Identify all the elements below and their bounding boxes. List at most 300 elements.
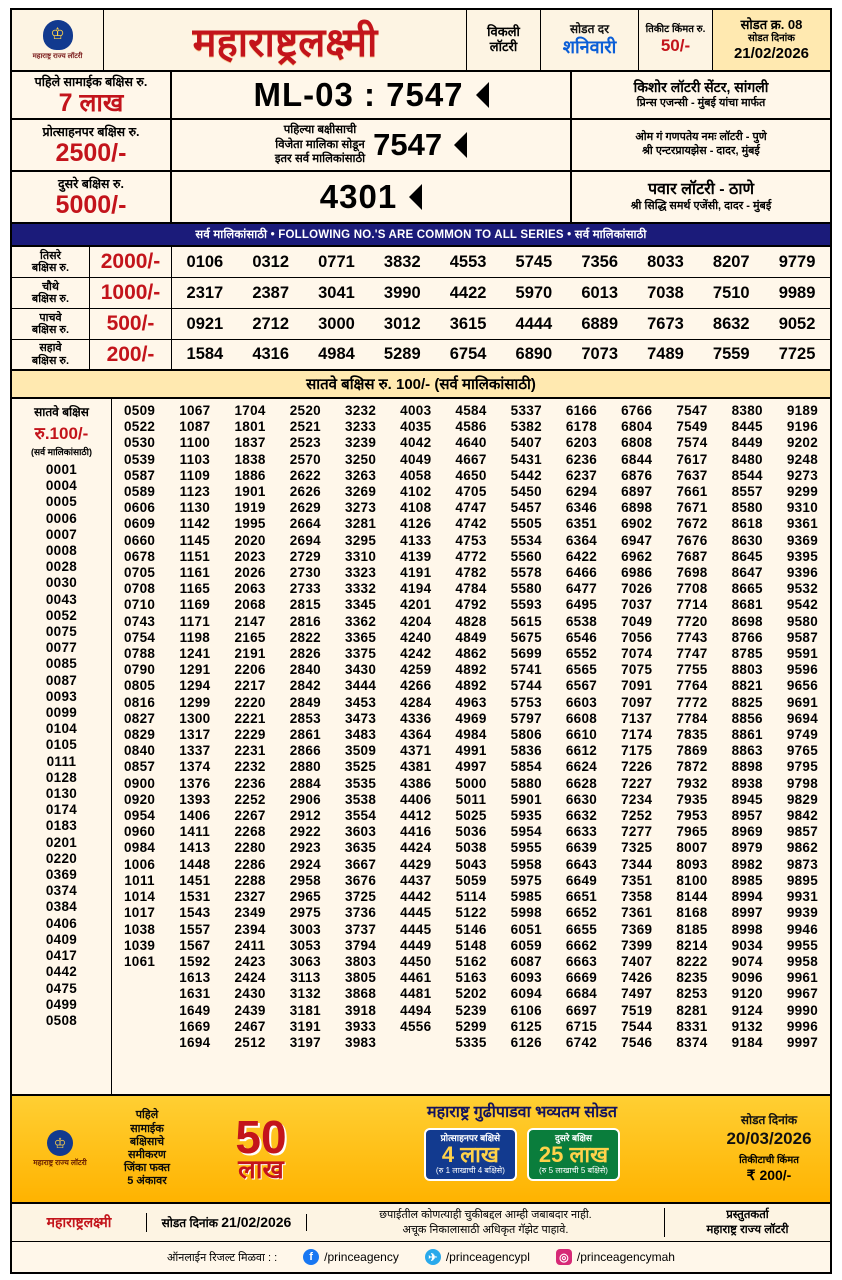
seventh-prize-number: 2232 xyxy=(234,759,266,775)
seventh-prize-number: 7234 xyxy=(621,791,653,807)
consolation-prize-label: प्रोत्साहनपर बक्षिस रु. xyxy=(42,125,140,140)
seventh-prize-number: 4284 xyxy=(400,694,432,710)
seventh-prize-number: 9990 xyxy=(786,1002,819,1018)
seventh-prize-number: 5954 xyxy=(510,824,542,840)
telegram-handle: /princeagencypl xyxy=(445,1250,530,1264)
seventh-prize-number: 8380 xyxy=(731,403,763,418)
seventh-prize-number: 6126 xyxy=(510,1034,542,1050)
seventh-prize-number: 6567 xyxy=(565,678,598,694)
seventh-prize-number: 4437 xyxy=(400,872,432,888)
seventh-prize-number: 0984 xyxy=(124,840,156,856)
prize-number: 9052 xyxy=(778,314,816,333)
seventh-prize-number: 3794 xyxy=(344,937,377,953)
seventh-prize-number: 7547 xyxy=(676,403,708,418)
seventh-prize-number: 7049 xyxy=(621,613,653,629)
seventh-prize-number: 8957 xyxy=(731,808,763,824)
seventh-prize-number: 9124 xyxy=(731,1002,763,1018)
seventh-prize-number: 0006 xyxy=(45,510,78,526)
seventh-prize-number: 6565 xyxy=(565,662,598,678)
first-prize-agent-line1: किशोर लॉटरी सेंटर, सांगली xyxy=(633,79,769,96)
prize-number: 7725 xyxy=(778,345,816,363)
seventh-prize-number: 9862 xyxy=(786,840,819,856)
seventh-prize-number: 1592 xyxy=(179,953,211,969)
seventh-prize-number: 1294 xyxy=(179,678,211,694)
seventh-prize-number: 5854 xyxy=(510,759,542,775)
second-agent-line2: श्री सिद्धि समर्थ एजेंसी, दादर - मुंबई xyxy=(630,200,772,213)
seventh-prize-number: 6237 xyxy=(565,467,598,483)
seventh-prize-number: 9034 xyxy=(731,937,763,953)
seventh-prize-body xyxy=(12,399,830,1096)
seventh-prize-number: 9396 xyxy=(786,565,819,581)
seventh-prize-number: 9120 xyxy=(731,986,763,1002)
seventh-prize-number: 7407 xyxy=(621,953,653,969)
prize-number: 0106 xyxy=(186,252,224,271)
sold-type xyxy=(466,10,540,70)
seventh-prize-number: 4784 xyxy=(455,581,487,597)
seventh-prize-number: 9273 xyxy=(786,467,819,483)
seventh-prize-number: 9542 xyxy=(786,597,819,613)
sixth-prize-label xyxy=(12,340,90,369)
promo-badge1-amount: 4 लाख xyxy=(441,1142,499,1168)
seventh-prize-number: 4259 xyxy=(400,662,432,678)
seventh-prize-number: 2958 xyxy=(289,872,321,888)
seventh-prize-number: 3332 xyxy=(344,581,377,597)
ticket-price-value: 50/- xyxy=(660,35,691,55)
seventh-prize-number: 9955 xyxy=(786,937,819,953)
seventh-prize-number: 0788 xyxy=(124,646,156,662)
seventh-prize-number: 0508 xyxy=(45,1012,78,1028)
footer xyxy=(12,1204,830,1242)
seventh-prize-number: 8979 xyxy=(731,840,763,856)
seventh-prize-number: 9596 xyxy=(786,662,819,678)
seventh-prize-number: 0008 xyxy=(45,543,78,559)
seventh-prize-number: 5998 xyxy=(510,905,542,921)
seventh-prize-number: 3132 xyxy=(289,986,321,1002)
seventh-prize-number: 7137 xyxy=(621,710,653,726)
seventh-prize-number: 9798 xyxy=(786,775,819,791)
seventh-prize-number: 7661 xyxy=(676,484,708,500)
seventh-prize-number: 6652 xyxy=(565,905,598,921)
seventh-number-column-10 xyxy=(609,403,664,1094)
seventh-prize-number: 2912 xyxy=(289,808,321,824)
seventh-prize-number: 8803 xyxy=(731,662,763,678)
seventh-prize-number: 4969 xyxy=(455,710,487,726)
result-frame xyxy=(10,8,832,1274)
fourth-prize-numbers xyxy=(172,278,830,308)
seventh-prize-number: 6628 xyxy=(565,775,598,791)
seventh-prize-number: 0409 xyxy=(45,931,78,947)
seventh-prize-number: 5975 xyxy=(510,872,542,888)
seventh-prize-number: 2217 xyxy=(234,678,266,694)
seventh-prize-number: 2626 xyxy=(289,484,321,500)
seventh-prize-number: 6986 xyxy=(621,565,653,581)
fourth-prize-label-line1: चौथे xyxy=(42,280,59,293)
seventh-prize-number: 4049 xyxy=(400,451,432,467)
prize-grid-row-fifth xyxy=(12,309,830,340)
draw-number: सोडत क्र. 08 xyxy=(740,17,803,33)
seventh-prize-number: 6630 xyxy=(565,791,598,807)
seventh-prize-number: 7676 xyxy=(676,532,708,548)
seventh-prize-number: 8645 xyxy=(731,548,763,564)
prize-number: 5970 xyxy=(515,283,553,302)
seventh-prize-number: 2231 xyxy=(234,743,266,759)
seventh-prize-number: 3444 xyxy=(344,678,377,694)
seventh-prize-number: 6495 xyxy=(565,597,598,613)
seventh-prize-number: 2523 xyxy=(289,435,321,451)
seventh-prize-number: 2424 xyxy=(234,970,266,986)
seventh-prize-number: 4705 xyxy=(455,484,487,500)
seventh-prize-number: 5901 xyxy=(510,791,542,807)
seventh-prize-number: 3483 xyxy=(344,727,377,743)
seventh-prize-number: 7772 xyxy=(676,694,708,710)
seventh-prize-number: 0816 xyxy=(124,694,156,710)
seventh-prize-number: 0900 xyxy=(124,775,156,791)
seventh-prize-number: 5337 xyxy=(510,403,542,418)
seventh-prize-number: 6538 xyxy=(565,613,598,629)
seventh-prize-number: 8449 xyxy=(731,435,763,451)
seventh-prize-number: 0183 xyxy=(45,818,78,834)
seventh-number-column-1 xyxy=(112,403,167,1094)
seventh-prize-number: 7935 xyxy=(676,791,708,807)
footer-presenter xyxy=(665,1208,830,1237)
ticket-price xyxy=(638,10,712,70)
seventh-prize-number: 6655 xyxy=(565,921,598,937)
promo-badge2-amount: 25 लाख xyxy=(538,1142,609,1168)
seventh-number-column-5 xyxy=(333,403,388,1094)
promo-badge-consolation xyxy=(424,1128,517,1181)
seventh-prize-number: 1631 xyxy=(179,986,211,1002)
seventh-prize-number: 7687 xyxy=(676,548,708,564)
seventh-prize-left xyxy=(12,399,112,1094)
seventh-prize-number: 2922 xyxy=(289,824,321,840)
pointer-arrow-icon xyxy=(454,132,467,158)
seventh-prize-number: 6546 xyxy=(565,629,598,645)
seventh-prize-number: 4991 xyxy=(455,743,487,759)
seventh-prize-number: 5059 xyxy=(455,872,487,888)
pointer-arrow-icon xyxy=(476,82,489,108)
promo-badge1-top: प्रोत्साहनपर बक्षिसे xyxy=(440,1133,501,1143)
seventh-prize-number: 7544 xyxy=(621,1018,653,1034)
seventh-prize-number: 2840 xyxy=(289,662,321,678)
seventh-prize-number: 5615 xyxy=(510,613,542,629)
fifth-prize-amount: 500/- xyxy=(90,309,172,339)
pointer-arrow-icon xyxy=(409,184,422,210)
seventh-prize-number: 6902 xyxy=(621,516,653,532)
seventh-prize-number: 5806 xyxy=(510,727,542,743)
seventh-number-column-3 xyxy=(222,403,277,1094)
seventh-prize-number: 9532 xyxy=(786,581,819,597)
telegram-link[interactable] xyxy=(425,1249,530,1265)
draw-day xyxy=(540,10,638,70)
prize-number: 4422 xyxy=(449,283,487,302)
first-prize-label: पहिले सामाईक बक्षिस रु. xyxy=(34,75,148,90)
seventh-prize-number: 1337 xyxy=(179,743,211,759)
seventh-prize-number: 6651 xyxy=(565,889,598,905)
seventh-prize-number: 2063 xyxy=(234,581,266,597)
seventh-number-column-8 xyxy=(499,403,554,1094)
seventh-prize-number: 1198 xyxy=(179,629,211,645)
seventh-prize-number: 6466 xyxy=(565,565,598,581)
seventh-prize-number: 8580 xyxy=(731,500,763,516)
seventh-prize-number: 9961 xyxy=(786,970,819,986)
seventh-prize-number: 6087 xyxy=(510,953,542,969)
seventh-prize-number: 1393 xyxy=(179,791,211,807)
seventh-prize-number: 0660 xyxy=(124,532,156,548)
seventh-prize-number: 0028 xyxy=(45,559,78,575)
seventh-prize-number: 7277 xyxy=(621,824,653,840)
seventh-prize-number: 4139 xyxy=(400,548,432,564)
seventh-prize-number: 9184 xyxy=(731,1034,763,1050)
seventh-prize-number: 8374 xyxy=(676,1034,708,1050)
second-prize-mid xyxy=(172,172,572,222)
seventh-prize-number: 9967 xyxy=(786,986,819,1002)
seventh-prize-number: 4058 xyxy=(400,467,432,483)
seventh-prize-number: 2229 xyxy=(234,727,266,743)
prize-grid xyxy=(12,247,830,371)
seventh-prize-number: 4586 xyxy=(455,419,487,435)
seventh-prize-number: 1291 xyxy=(179,662,211,678)
prize-number: 6889 xyxy=(581,314,619,333)
seventh-prize-number: 5578 xyxy=(510,565,542,581)
seventh-prize-number: 1161 xyxy=(179,565,211,581)
seventh-prize-number: 4240 xyxy=(400,629,432,645)
seventh-prize-number: 8168 xyxy=(676,905,708,921)
seventh-prize-number: 6125 xyxy=(510,1018,542,1034)
seventh-prize-number: 0442 xyxy=(45,964,78,980)
seventh-number-columns xyxy=(112,399,830,1094)
seventh-prize-number: 5011 xyxy=(455,791,487,807)
footer-brand: महाराष्ट्रलक्ष्मी xyxy=(12,1213,147,1232)
instagram-icon: ◎ xyxy=(556,1249,572,1265)
seventh-prize-number: 9958 xyxy=(786,953,819,969)
seventh-prize-number: 6804 xyxy=(621,419,653,435)
promo-banner xyxy=(12,1096,830,1204)
seventh-number-column-7 xyxy=(443,403,498,1094)
seventh-prize-number: 3197 xyxy=(289,1034,321,1050)
seventh-prize-number: 0007 xyxy=(45,526,78,542)
seventh-prize-number: 1801 xyxy=(234,419,266,435)
seventh-prize-number: 0030 xyxy=(45,575,78,591)
seventh-number-column-9 xyxy=(554,403,609,1094)
seventh-prize-number: 5025 xyxy=(455,808,487,824)
facebook-icon: f xyxy=(303,1249,319,1265)
seventh-prize-number: 2815 xyxy=(289,597,321,613)
seventh-prize-number: 2430 xyxy=(234,986,266,1002)
seventh-prize-number: 0790 xyxy=(124,662,156,678)
seventh-prize-number: 2924 xyxy=(289,856,321,872)
seventh-prize-number: 2975 xyxy=(289,905,321,921)
seventh-prize-number: 7764 xyxy=(676,678,708,694)
consolation-agent-line1: ओम गं गणपतेय नमः लॉटरी - पुणे xyxy=(635,131,767,144)
seventh-prize-number: 0105 xyxy=(45,737,78,753)
seventh-prize-number: 6742 xyxy=(565,1034,598,1050)
seventh-prize-number: 3113 xyxy=(290,970,321,986)
prize-number: 3000 xyxy=(318,314,355,333)
seventh-prize-number: 4481 xyxy=(400,986,432,1002)
seventh-prize-number: 0085 xyxy=(45,656,78,672)
seventh-prize-number: 0201 xyxy=(45,834,78,850)
seventh-prize-number: 1376 xyxy=(179,775,211,791)
seventh-prize-number: 7549 xyxy=(676,419,708,435)
seventh-prize-number: 7344 xyxy=(621,856,653,872)
seventh-prize-number: 7325 xyxy=(621,840,653,856)
seventh-prize-number: 6649 xyxy=(565,872,598,888)
seventh-prize-number: 3232 xyxy=(344,403,377,418)
promo-draw-date-label: सोडत दिनांक xyxy=(740,1113,798,1128)
seventh-prize-number: 9656 xyxy=(786,678,819,694)
fifth-prize-label xyxy=(12,309,90,339)
fifth-prize-numbers xyxy=(172,309,830,339)
seventh-prize-number: 9361 xyxy=(786,516,819,532)
prize-number: 6890 xyxy=(515,345,553,363)
promo-badge2-top: दुसरे बक्षिस xyxy=(554,1133,592,1143)
seventh-prize-number: 1145 xyxy=(179,532,211,548)
seventh-prize-number: 4772 xyxy=(455,548,487,564)
instagram-link[interactable] xyxy=(556,1249,675,1265)
seventh-prize-number: 6608 xyxy=(565,710,598,726)
seventh-prize-number: 1919 xyxy=(234,500,266,516)
promo-win-line1: पहिले xyxy=(135,1109,159,1122)
prize-number: 7673 xyxy=(647,314,684,333)
seventh-prize-number: 7965 xyxy=(676,824,708,840)
fourth-prize-label xyxy=(12,278,90,308)
seventh-prize-number: 1694 xyxy=(179,1034,211,1050)
seventh-prize-number: 0220 xyxy=(45,850,78,866)
seventh-prize-number: 2068 xyxy=(234,597,266,613)
seventh-prize-number: 3509 xyxy=(344,743,377,759)
promo-ticket-price-label: तिकीटाची किंमत xyxy=(739,1154,799,1166)
seventh-prize-number: 9829 xyxy=(786,791,819,807)
seventh-prize-number: 3805 xyxy=(344,970,377,986)
seventh-prize-number: 2880 xyxy=(289,759,321,775)
seventh-prize-number: 6051 xyxy=(510,921,542,937)
seventh-prize-number: 2020 xyxy=(234,532,266,548)
seventh-prize-number: 1299 xyxy=(179,694,211,710)
seventh-prize-number: 3473 xyxy=(344,710,377,726)
seventh-prize-number: 8969 xyxy=(731,824,763,840)
seventh-prize-number: 3736 xyxy=(344,905,377,921)
seventh-prize-number: 1006 xyxy=(124,856,156,872)
seventh-prize-number: 3933 xyxy=(344,1018,377,1034)
seventh-prize-number: 3554 xyxy=(344,808,377,824)
seventh-prize-number: 0001 xyxy=(45,462,78,477)
seventh-prize-number: 2629 xyxy=(289,500,321,516)
consolation-prize-mid xyxy=(172,120,572,170)
facebook-link[interactable] xyxy=(303,1249,399,1265)
seventh-prize-number: 6643 xyxy=(565,856,598,872)
seventh-prize-number: 4126 xyxy=(400,516,432,532)
seventh-prize-number: 4204 xyxy=(400,613,432,629)
first-prize-agent xyxy=(572,72,830,118)
seventh-prize-number: 7953 xyxy=(676,808,708,824)
seventh-prize-note: (सर्व मालिकांसाठी) xyxy=(31,447,92,457)
seventh-prize-number: 4364 xyxy=(400,727,432,743)
seventh-prize-number: 5744 xyxy=(510,678,542,694)
prize-grid-row-fourth xyxy=(12,278,830,309)
seventh-prize-number: 5038 xyxy=(455,840,487,856)
prize-number: 3990 xyxy=(383,283,421,302)
seventh-prize-number: 6962 xyxy=(621,548,653,564)
draw-day-label: सोडत दर xyxy=(569,21,610,36)
seventh-prize-number: 2252 xyxy=(234,791,266,807)
seventh-prize-number: 9299 xyxy=(786,484,819,500)
seventh-prize-number: 4266 xyxy=(400,678,432,694)
seventh-prize-number: 7075 xyxy=(621,662,653,678)
seventh-prize-number: 4667 xyxy=(455,451,487,467)
prize-number: 4444 xyxy=(515,314,553,333)
prize-number: 4984 xyxy=(318,345,355,363)
seventh-prize-number: 4371 xyxy=(400,743,432,759)
seventh-prize-number: 2822 xyxy=(289,629,321,645)
seventh-prize-number: 2861 xyxy=(289,727,321,743)
seventh-prize-number: 5043 xyxy=(455,856,487,872)
seventh-prize-number: 5407 xyxy=(510,435,542,451)
consolation-prize-agent xyxy=(572,120,830,170)
prize-number: 0771 xyxy=(318,252,355,271)
prize-grid-row-sixth xyxy=(12,340,830,371)
seventh-prize-number: 5753 xyxy=(510,694,542,710)
seventh-prize-number: 6364 xyxy=(565,532,598,548)
seventh-prize-number: 6346 xyxy=(565,500,598,516)
seventh-prize-number: 5505 xyxy=(510,516,542,532)
seventh-prize-number: 5958 xyxy=(510,856,542,872)
seventh-prize-number: 8863 xyxy=(731,743,763,759)
seventh-prize-number: 4445 xyxy=(400,921,432,937)
seventh-prize-title: सातवे बक्षिस रु. 100/- (सर्व मालिकांसाठी) xyxy=(12,371,830,399)
prize-number: 7038 xyxy=(647,283,684,302)
seventh-prize-number: 1165 xyxy=(179,581,211,597)
seventh-prize-number: 9248 xyxy=(786,451,819,467)
draw-date-label: सोडत दिनांक xyxy=(748,32,795,44)
consolation-prize-number: 7547 xyxy=(373,127,443,162)
seventh-prize-number: 0587 xyxy=(124,467,156,483)
seventh-prize-number: 0004 xyxy=(45,478,78,494)
promo-ticket-price: ₹ 200/- xyxy=(746,1167,792,1184)
seventh-prize-number: 7869 xyxy=(676,743,708,759)
seventh-prize-number: 2349 xyxy=(234,905,266,921)
seventh-prize-number: 9895 xyxy=(786,872,819,888)
seventh-prize-number: 4424 xyxy=(400,840,432,856)
seventh-prize-number: 7252 xyxy=(621,808,653,824)
seventh-prize-number: 7672 xyxy=(676,516,708,532)
seventh-prize-number: 1557 xyxy=(179,921,211,937)
seventh-prize-number: 8698 xyxy=(731,613,763,629)
seventh-prize-number: 8821 xyxy=(731,678,763,694)
seventh-prize-number: 3667 xyxy=(344,856,377,872)
seventh-prize-number: 4042 xyxy=(400,435,432,451)
seventh-prize-number: 4494 xyxy=(400,1002,432,1018)
seventh-prize-number: 0522 xyxy=(124,419,156,435)
seventh-prize-number: 1531 xyxy=(179,889,211,905)
seventh-prize-number: 3263 xyxy=(344,467,377,483)
seventh-prize-number: 3345 xyxy=(344,597,377,613)
consolation-note-line3: इतर सर्व मालिकांसाठी xyxy=(274,153,366,166)
seventh-prize-number: 8997 xyxy=(731,905,763,921)
seventh-prize-number: 4849 xyxy=(455,629,487,645)
third-prize-label-line2: बक्षिस रु. xyxy=(31,262,70,274)
seventh-prize-number: 2206 xyxy=(234,662,266,678)
seventh-prize-amount: रु.100/- xyxy=(34,424,89,443)
draw-day-value: शनिवारी xyxy=(562,36,617,57)
seventh-prize-number: 1103 xyxy=(179,451,211,467)
ticket-price-label: तिकीट किंमत रु. xyxy=(645,24,706,36)
seventh-prize-number: 9795 xyxy=(786,759,819,775)
seventh-prize-number: 5880 xyxy=(510,775,542,791)
seventh-prize-number: 1837 xyxy=(234,435,266,451)
footer-disclaimer xyxy=(307,1208,665,1237)
seventh-prize-number: 1411 xyxy=(179,824,211,840)
seventh-prize-number: 4782 xyxy=(455,565,487,581)
